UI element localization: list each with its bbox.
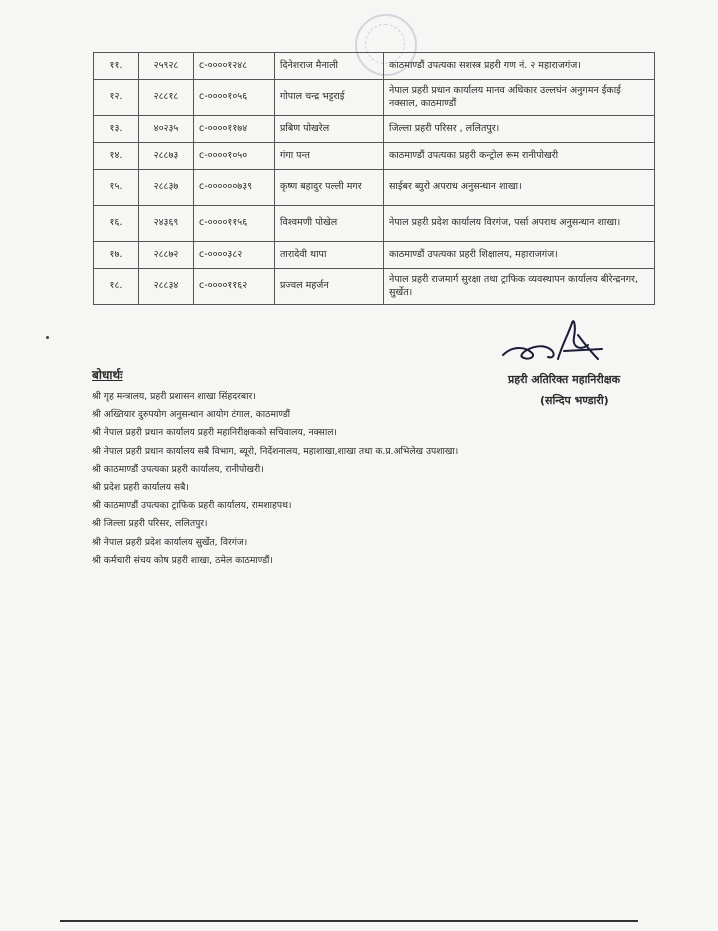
footer-divider <box>60 920 638 922</box>
office-cell: काठमाण्डौं उपत्यका प्रहरी शिक्षालय, महाराजगंज। <box>384 242 655 269</box>
table-row <box>94 80 655 116</box>
cc-list <box>92 388 612 570</box>
serial-cell: ११. <box>94 53 139 80</box>
office-cell: नेपाल प्रहरी राजमार्ग सुरक्षा तथा ट्राफिक व्यवस्थापन कार्यालय बीरेन्द्रनगर, सुर्खेत। <box>384 269 655 305</box>
serial-cell: १४. <box>94 143 139 170</box>
code-cell: c-००००१०५६ <box>194 80 275 116</box>
table-row <box>94 242 655 269</box>
cc-item: श्री गृह मन्त्रालय, प्रहरी प्रशासन शाखा सिंहदरबार। <box>92 391 256 402</box>
code-cell: c-००००००७३९ <box>194 170 275 206</box>
office-cell: नेपाल प्रहरी प्रधान कार्यालय मानव अधिकार उल्लघंन अनुगमन ईकाई नक्साल, काठमाण्डौं <box>384 80 655 116</box>
cc-heading: बोधार्थः <box>92 368 123 382</box>
table-row <box>94 53 655 80</box>
table-row <box>94 143 655 170</box>
signatory-name: (सन्दिप भण्डारी) <box>540 394 609 407</box>
cc-item: श्री नेपाल प्रहरी प्रदेश कार्यालय सुर्खेत, विरगंज। <box>92 536 248 548</box>
code-cell: c-००००११६२ <box>194 269 275 305</box>
signatory-title: प्रहरी अतिरिक्त महानिरीक्षक <box>508 373 621 386</box>
number-cell: २८८१८ <box>139 80 194 116</box>
number-cell: २८८७३ <box>139 143 194 170</box>
cc-item: श्री काठमाण्डौं उपत्यका ट्राफिक प्रहरी कार्यालय, रामशाहपथ। <box>92 500 292 512</box>
code-cell: c-००००११७४ <box>194 116 275 143</box>
table-row <box>94 116 655 143</box>
cc-item: श्री कर्मचारी संचय कोष प्रहरी शाखा, ठमेल काठमाण्डौं। <box>92 554 273 566</box>
name-cell: गंगा पन्त <box>275 143 384 170</box>
name-cell: प्रज्वल महर्जन <box>275 269 384 305</box>
number-cell: २८८३७ <box>139 170 194 206</box>
serial-cell: १७. <box>94 242 139 269</box>
serial-cell: १५. <box>94 170 139 206</box>
code-cell: c-००००१२४८ <box>194 53 275 80</box>
table-row <box>94 170 655 206</box>
name-cell: दिनेशराज मैनाली <box>275 53 384 80</box>
table-row <box>94 269 655 305</box>
number-cell: २४३६९ <box>139 206 194 242</box>
serial-cell: १२. <box>94 80 139 116</box>
cc-item: श्री काठमाण्डौं उपत्यका प्रहरी कार्यालय, रानीपोखरी। <box>92 463 264 475</box>
name-cell: कृष्ण बहादुर पल्ली मगर <box>275 170 384 206</box>
transfer-table <box>93 52 655 305</box>
number-cell: २५९२८ <box>139 53 194 80</box>
code-cell: c-००००१०५० <box>194 143 275 170</box>
office-cell: काठमाण्डौं उपत्यका प्रहरी कन्ट्रोल रूम रानीपोखरी <box>384 143 655 170</box>
name-cell: तारादेवी थापा <box>275 242 384 269</box>
serial-cell: १८. <box>94 269 139 305</box>
office-cell: नेपाल प्रहरी प्रदेश कार्यालय विरगंज, पर्सा अपराध अनुसन्धान शाखा। <box>384 206 655 242</box>
cc-item: श्री नेपाल प्रहरी प्रधान कार्यालय सबै विभाग, ब्यूरो, निर्देशनालय, महाशाखा,शाखा तथा क.प्र.अभिलेख उपशाखा। <box>92 445 459 457</box>
name-cell: गोपाल चन्द्र भट्टराई <box>275 80 384 116</box>
cc-item: श्री प्रदेश प्रहरी कार्यालय सबै। <box>92 482 189 494</box>
office-cell: साईबर ब्युरो अपराध अनुसन्धान शाखा। <box>384 170 655 206</box>
code-cell: c-००००११५६ <box>194 206 275 242</box>
serial-cell: १३. <box>94 116 139 143</box>
cc-item: श्री अख्तियार दुरुपयोग अनुसन्धान आयोग टंगाल, काठमाण्डौं <box>92 409 291 421</box>
office-cell: काठमाण्डौं उपत्यका सशस्त्र प्रहरी गण नं. २ महाराजगंज। <box>384 53 655 80</box>
number-cell: २८८३४ <box>139 269 194 305</box>
margin-dot <box>46 336 49 339</box>
code-cell: c-००००३८२ <box>194 242 275 269</box>
serial-cell: १६. <box>94 206 139 242</box>
name-cell: प्रबिण पोखरेल <box>275 116 384 143</box>
cc-item: श्री नेपाल प्रहरी प्रधान कार्यालय प्रहरी महानिरीक्षकको सचिवालय, नक्साल। <box>92 427 337 439</box>
name-cell: विश्वमणी पोखेल <box>275 206 384 242</box>
office-cell: जिल्ला प्रहरी परिसर , ललितपुर। <box>384 116 655 143</box>
cc-item: श्री जिल्ला प्रहरी परिसर, ललितपुर। <box>92 518 208 530</box>
table-row <box>94 206 655 242</box>
number-cell: ४०२३५ <box>139 116 194 143</box>
signature-mark <box>498 315 608 370</box>
number-cell: २८८७२ <box>139 242 194 269</box>
